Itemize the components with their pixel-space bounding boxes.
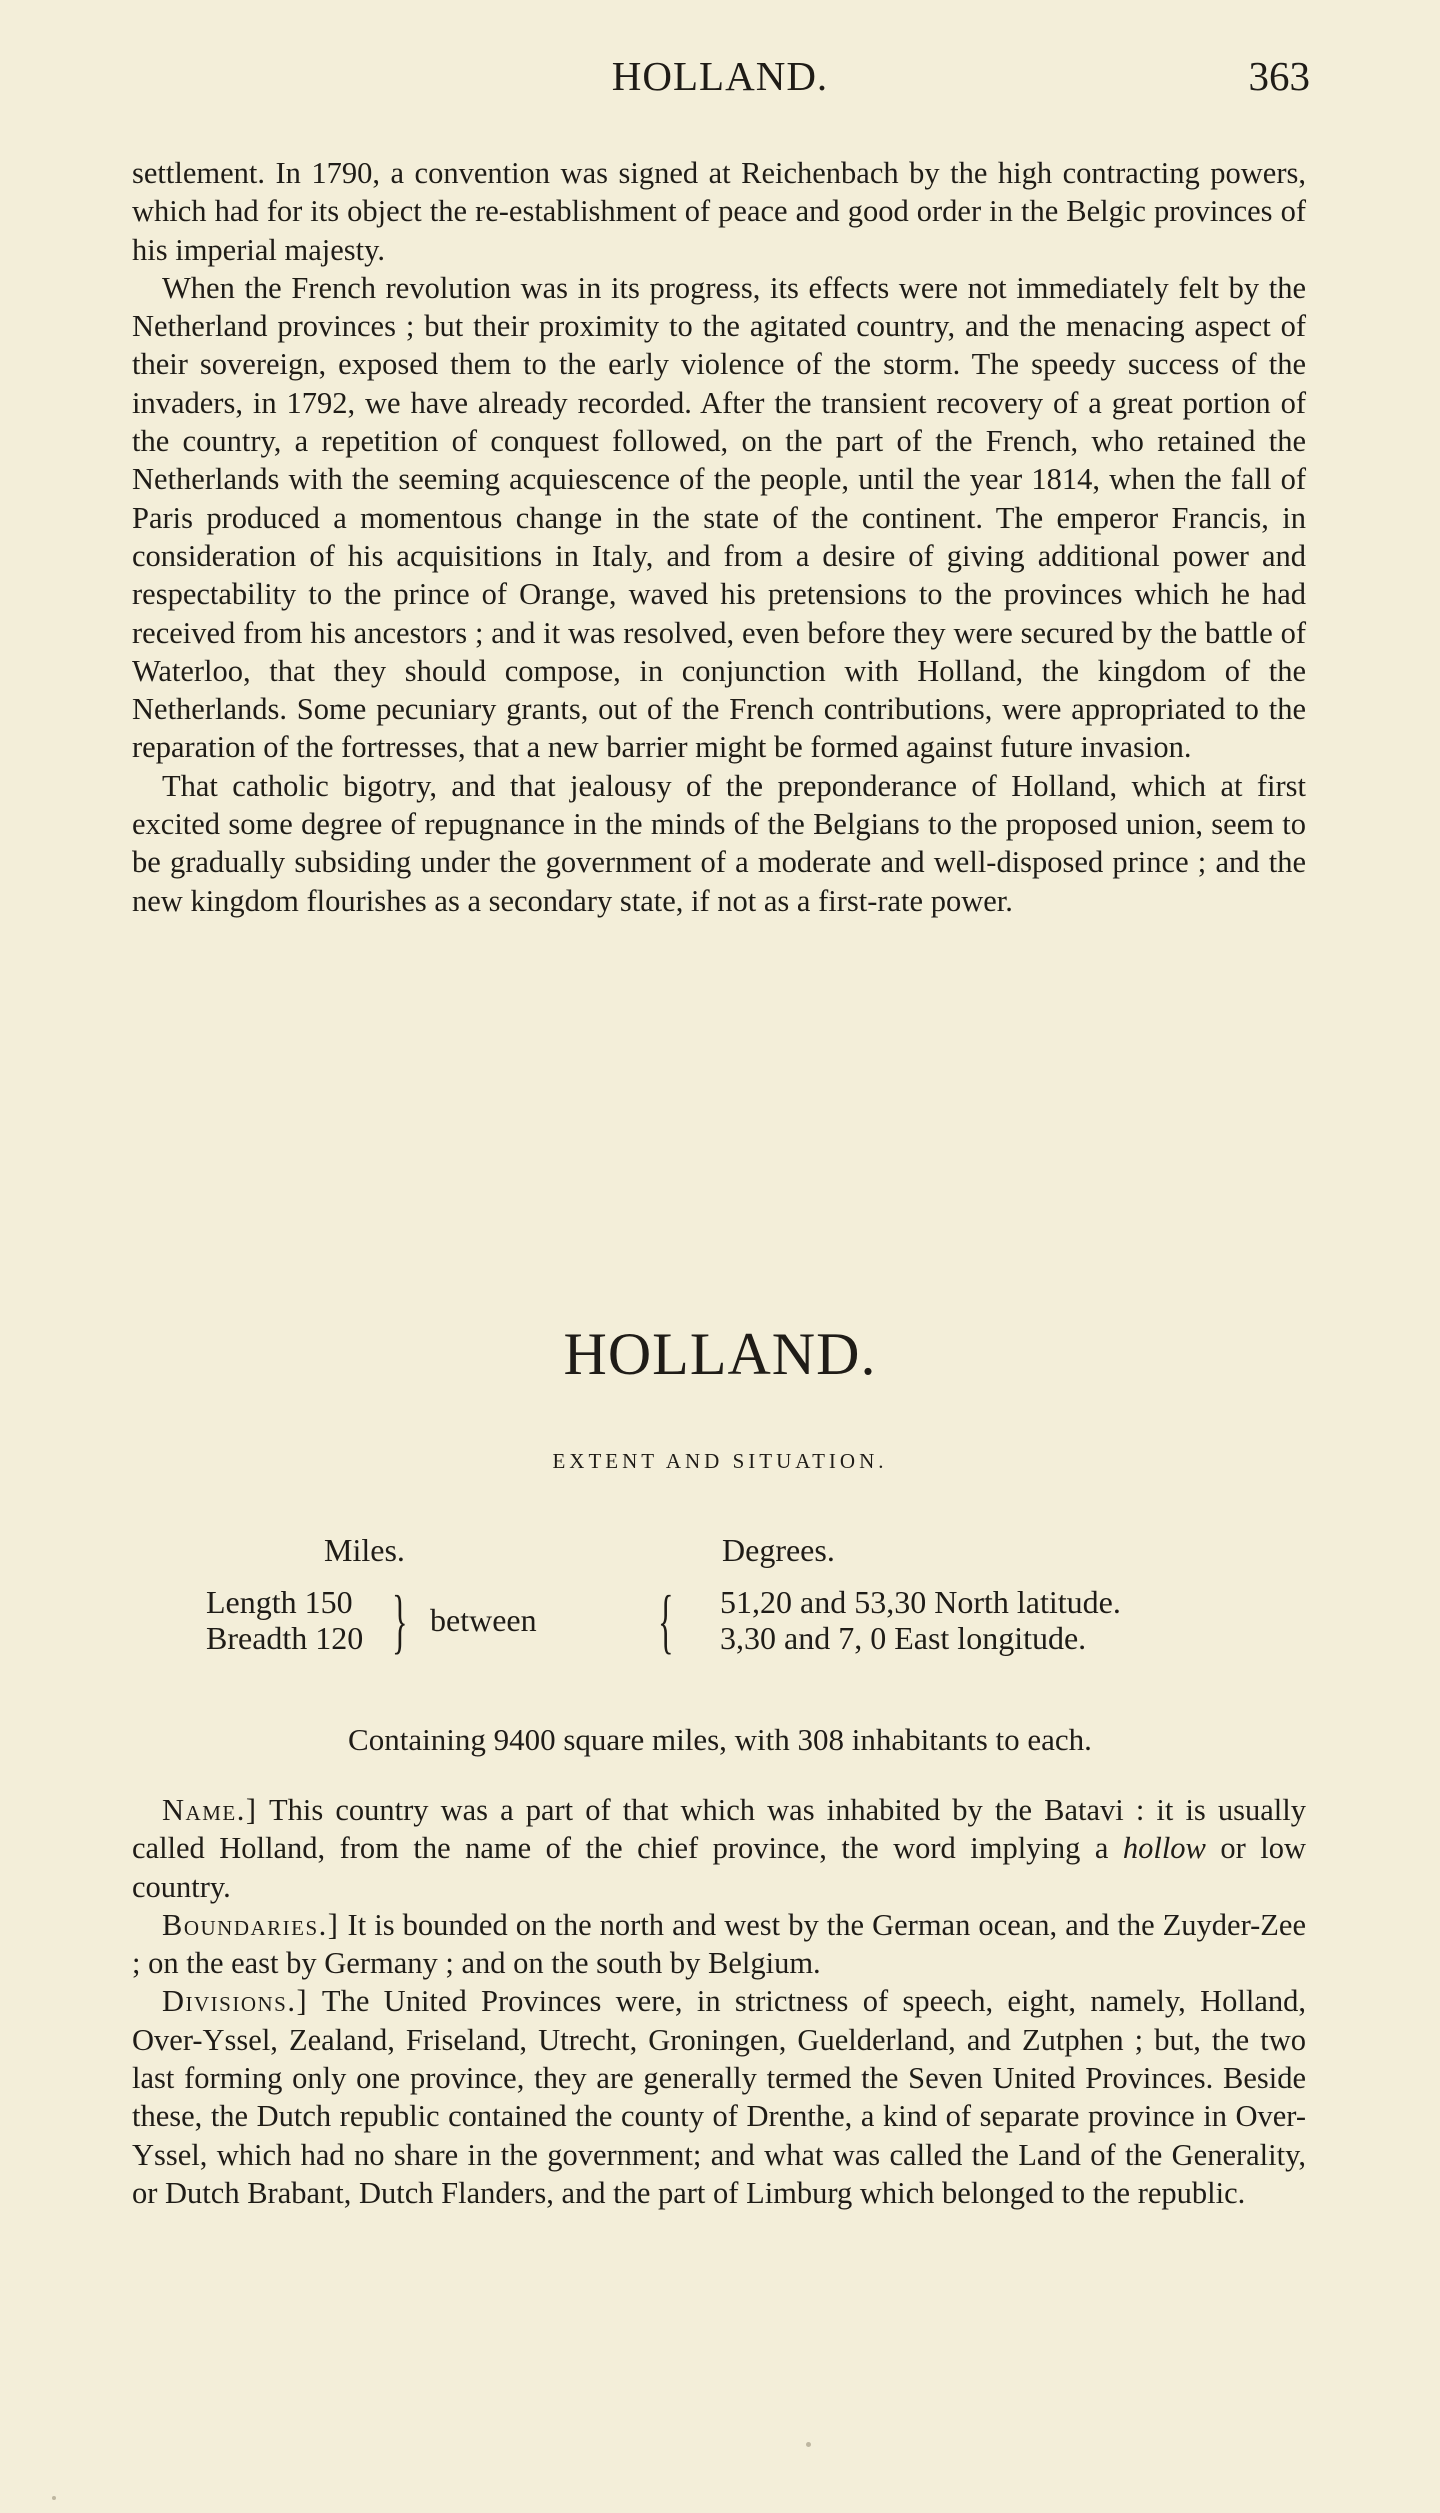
paper-speck [806,2442,811,2447]
paragraph-boundaries [132,1906,1306,1983]
length-row: Length 150 [206,1584,353,1620]
description-text [132,1791,1306,2212]
name-text-2: or low country. [132,1831,1306,1904]
divisions-text: The United Provinces were, in strictness of speech, eight, namely, Holland, Over-Yssel, Zealand, Friseland, Utrecht, Groningen, Guelderland, and Zutphen ; but, the two last forming only one province, they are generally termed the Seven United Provinces. Beside these, the Dutch republic contained the county of Drenthe, a kind of separate province in Over-Yssel, which had no share in the government; and what was called the Land of the Generality, or Dutch Brabant, Dutch Flanders, and the part of Limburg which belonged to the republic. [132,1984,1306,2210]
containing-line: Containing 9400 square miles, with 308 inhabitants to each. [348,1722,1092,1757]
boundaries-text: It is bounded on the north and west by the German ocean, and the Zuyder-Zee ; on the east by Germany ; and on the south by Belgium. [132,1907,1306,1981]
left-brace: } [392,1581,408,1661]
longitude-range: 3,30 and 7, 0 East longitude. [720,1620,1087,1656]
latitude-range: 51,20 and 53,30 North latitude. [720,1584,1121,1620]
name-italic: hollow [1122,1831,1206,1866]
running-head [130,52,1310,112]
running-title: HOLLAND. [611,53,829,99]
paragraph-french-revolution: When the French revolution was in its progress, its effects were not immediately felt by the Netherland provinces ; but their proximity to the agitated country, and the menacing aspect of their sovereign, exposed them to the early violence of the storm. The speedy success of the invaders, in 1792, we have already recorded. After the transient recovery of a great portion of the country, a repetition of conquest followed, on the part of the French, who retained the Netherlands with the seeming acquiescence of the people, until the year 1814, when the fall of Paris produced a momentous change in the state of the continent. The emperor Francis, in consideration of his acquisitions in Italy, and from a desire of giving additional power and respectability to the prince of Orange, waved his pretensions to the provinces which he had received from his ancestors ; and it was resolved, even before they were secured by the battle of Waterloo, that they should compose, in conjunction with Holland, the kingdom of the Netherlands. Some pecuniary grants, out of the French contributions, were appropriated to the reparation of the fortresses, that a new barrier might be formed against future invasion. [132,270,1306,765]
breadth-row: Breadth 120 [206,1620,364,1656]
paragraph-divisions [132,1982,1306,2212]
boundaries-label: Boundaries.] [162,1907,340,1942]
divisions-label: Divisions.] [162,1984,309,2019]
continuation-text [132,154,1306,920]
page-number: 363 [1248,53,1310,99]
section-subtitle: EXTENT AND SITUATION. [552,1449,888,1473]
paragraph-settlement: settlement. In 1790, a convention was signed at Reichenbach by the high contracting powers, which had for its object the re-establishment of peace and good order in the Belgic provinces of his imperial majesty. [132,156,1306,267]
paragraph-catholic-bigotry: That catholic bigotry, and that jealousy of the preponderance of Holland, which at first excited some degree of repugnance in the minds of the Belgians to the proposed union, seem to be gradually subsiding under the government of a moderate and well-disposed prince ; and the new kingdom flourishes as a secondary state, if not as a first-rate power. [132,768,1306,918]
paragraph-name [132,1791,1306,1906]
right-brace: { [658,1581,674,1661]
name-label: Name.] [162,1793,258,1827]
paper-speck [52,2496,56,2500]
section-title: HOLLAND. [563,1321,877,1387]
between-label: between [430,1602,537,1638]
degrees-header: Degrees. [722,1532,835,1568]
name-text-1: This country was a part of that which was inhabited by the Batavi : it is usually called Holland, from the name of the chief province, the word implying a [132,1793,1306,1866]
extent-table [0,1532,1440,1702]
miles-header: Miles. [324,1532,405,1568]
